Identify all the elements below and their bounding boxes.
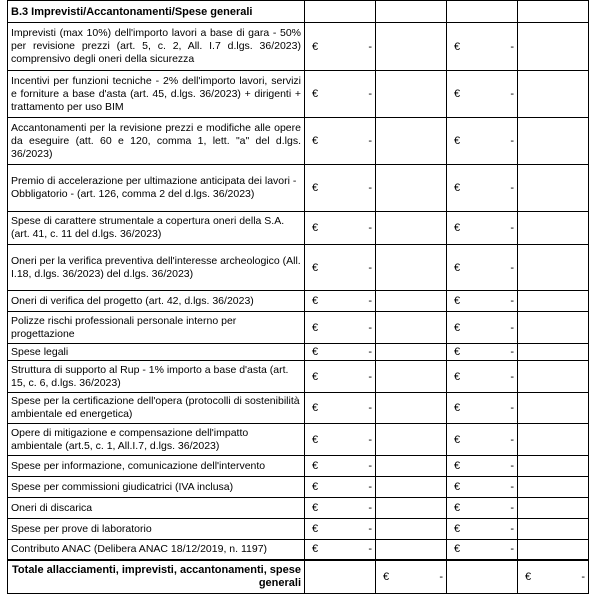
amount-value: -: [439, 570, 443, 583]
amount-cell: [305, 312, 376, 344]
amount-value: -: [368, 261, 372, 274]
empty-cell: [518, 393, 589, 424]
amount-value: -: [368, 222, 372, 234]
empty-cell: [518, 519, 589, 540]
amount-value: -: [368, 346, 372, 358]
amount-value: -: [368, 40, 372, 53]
amount-cell: [447, 361, 518, 393]
euro-sign: €: [312, 481, 319, 493]
amount-value: -: [510, 502, 514, 514]
table-row: [8, 165, 589, 212]
amount-cell: [447, 245, 518, 291]
amount-cell: [447, 71, 518, 118]
empty-cell: [447, 560, 518, 594]
empty-cell: [376, 71, 447, 118]
euro-sign: €: [312, 40, 319, 53]
amount-cell: [305, 498, 376, 519]
amount-value: -: [368, 433, 372, 446]
empty-cell: [518, 1, 589, 23]
amount-cell: [305, 291, 376, 312]
euro-sign: €: [312, 502, 319, 514]
empty-cell: [376, 519, 447, 540]
row-label: Struttura di supporto al Rup - 1% importo a base d'asta (art. 15, c. 6, d.lgs. 36/2023): [8, 361, 305, 393]
euro-sign: €: [454, 543, 461, 556]
amount-value: -: [510, 135, 514, 147]
table-row: [8, 344, 589, 361]
euro-sign: €: [312, 460, 319, 472]
total-label: Totale allacciamenti, imprevisti, accantonamenti, spese generali: [8, 560, 305, 594]
euro-sign: €: [454, 295, 461, 307]
empty-cell: [376, 344, 447, 361]
table-row: [8, 312, 589, 344]
amount-value: -: [510, 460, 514, 472]
euro-sign: €: [312, 346, 319, 358]
table-row: [8, 212, 589, 245]
section-title: B.3 Imprevisti/Accantonamenti/Spese generali: [8, 1, 305, 23]
euro-sign: €: [312, 222, 319, 234]
amount-cell: [447, 165, 518, 212]
amount-cell: [447, 212, 518, 245]
amount-value: -: [368, 523, 372, 535]
euro-sign: €: [454, 481, 461, 493]
empty-cell: [518, 344, 589, 361]
euro-sign: €: [454, 135, 461, 147]
row-label: Spese per prove di laboratorio: [8, 519, 305, 540]
row-label: Polizze rischi professionali personale interno per progettazione: [8, 312, 305, 344]
amount-value: -: [510, 261, 514, 274]
amount-value: -: [368, 135, 372, 147]
euro-sign: €: [312, 523, 319, 535]
amount-value: -: [510, 182, 514, 194]
empty-cell: [518, 312, 589, 344]
empty-cell: [518, 212, 589, 245]
amount-value: -: [368, 460, 372, 472]
amount-value: -: [510, 481, 514, 493]
table-row: [8, 456, 589, 477]
amount-value: -: [510, 295, 514, 307]
table-row: [8, 291, 589, 312]
amount-cell: [305, 456, 376, 477]
empty-cell: [376, 498, 447, 519]
amount-cell: [447, 424, 518, 456]
amount-cell: [305, 477, 376, 498]
table-row: [8, 118, 589, 165]
empty-cell: [376, 456, 447, 477]
amount-value: -: [368, 402, 372, 414]
row-label: Spese per la certificazione dell'opera (protocolli di sostenibilità ambientale ed energetica): [8, 393, 305, 424]
euro-sign: €: [454, 40, 461, 53]
amount-value: -: [368, 321, 372, 334]
amount-value: -: [510, 40, 514, 53]
amount-cell: [447, 498, 518, 519]
empty-cell: [518, 118, 589, 165]
amount-value: -: [368, 481, 372, 493]
amount-cell: [447, 540, 518, 560]
amount-cell: [305, 540, 376, 560]
table-row: [8, 245, 589, 291]
table-row: [8, 393, 589, 424]
empty-cell: [447, 1, 518, 23]
euro-sign: €: [312, 135, 319, 147]
euro-sign: €: [312, 543, 319, 556]
amount-value: -: [510, 543, 514, 556]
empty-cell: [518, 540, 589, 560]
empty-cell: [376, 118, 447, 165]
row-label: Spese di carattere strumentale a copertura oneri della S.A.(art. 41, c. 11 del d.lgs. 36/2023): [8, 212, 305, 245]
amount-cell: [305, 212, 376, 245]
amount-cell: [447, 477, 518, 498]
row-label: Opere di mitigazione e compensazione dell'impatto ambientale (art.5, c. 1, All.I.7, d.lgs. 36/2023): [8, 424, 305, 456]
amount-value: -: [510, 88, 514, 100]
empty-cell: [518, 456, 589, 477]
empty-cell: [376, 393, 447, 424]
empty-cell: [518, 424, 589, 456]
euro-sign: €: [312, 88, 319, 100]
euro-sign: €: [454, 502, 461, 514]
amount-value: -: [368, 182, 372, 194]
empty-cell: [376, 312, 447, 344]
total-amount-cell: [518, 560, 589, 594]
empty-cell: [518, 165, 589, 212]
amount-value: -: [510, 523, 514, 535]
amount-cell: [305, 23, 376, 71]
amount-cell: [305, 344, 376, 361]
total-amount-cell: [376, 560, 447, 594]
amount-cell: [305, 165, 376, 212]
row-label: Accantonamenti per la revisione prezzi e modifiche alle opere da eseguire (att. 60 e 120, comma 1, lett. "a" del d.lgs. 36/2023): [8, 118, 305, 165]
amount-cell: [447, 118, 518, 165]
euro-sign: €: [454, 460, 461, 472]
amount-cell: [305, 71, 376, 118]
amount-cell: [447, 312, 518, 344]
amount-value: -: [510, 321, 514, 334]
amount-value: -: [510, 370, 514, 383]
empty-cell: [518, 361, 589, 393]
euro-sign: €: [454, 346, 461, 358]
euro-sign: €: [454, 182, 461, 194]
euro-sign: €: [454, 523, 461, 535]
amount-cell: [447, 291, 518, 312]
euro-sign: €: [312, 321, 319, 334]
table-row: [8, 424, 589, 456]
euro-sign: €: [454, 222, 461, 234]
amount-cell: [447, 519, 518, 540]
euro-sign: €: [454, 370, 461, 383]
empty-cell: [376, 361, 447, 393]
amount-value: -: [510, 433, 514, 446]
table-row: [8, 519, 589, 540]
row-label: Spese legali: [8, 344, 305, 361]
row-label: Oneri per la verifica preventiva dell'interesse archeologico (All. I.18, d.lgs. 36/2023) del d.lgs. 36/2023): [8, 245, 305, 291]
row-label: Oneri di verifica del progetto (art. 42, d.lgs. 36/2023): [8, 291, 305, 312]
euro-sign: €: [454, 321, 461, 334]
amount-value: -: [581, 570, 585, 583]
amount-value: -: [368, 295, 372, 307]
row-label: Imprevisti (max 10%) dell'importo lavori a base di gara - 50% per revisione prezzi (art. 5, c. 2, All. I.7 d.lgs. 36/2023) comprensivo degli oneri della sicurezza: [8, 23, 305, 71]
empty-cell: [518, 23, 589, 71]
amount-value: -: [368, 502, 372, 514]
amount-value: -: [368, 88, 372, 100]
euro-sign: €: [454, 261, 461, 274]
amount-cell: [447, 23, 518, 71]
euro-sign: €: [525, 570, 532, 583]
cost-table: [7, 0, 589, 594]
amount-value: -: [368, 370, 372, 383]
amount-value: -: [510, 222, 514, 234]
empty-cell: [376, 291, 447, 312]
euro-sign: €: [454, 88, 461, 100]
table-row: [8, 498, 589, 519]
empty-cell: [376, 165, 447, 212]
empty-cell: [518, 477, 589, 498]
total-row: [8, 560, 589, 594]
empty-cell: [518, 498, 589, 519]
amount-cell: [447, 456, 518, 477]
euro-sign: €: [312, 182, 319, 194]
amount-cell: [305, 245, 376, 291]
amount-cell: [305, 361, 376, 393]
amount-cell: [447, 344, 518, 361]
empty-cell: [376, 424, 447, 456]
euro-sign: €: [312, 295, 319, 307]
table-row: [8, 23, 589, 71]
empty-cell: [518, 245, 589, 291]
euro-sign: €: [312, 402, 319, 414]
empty-cell: [376, 245, 447, 291]
amount-value: -: [510, 402, 514, 414]
table-row: [8, 361, 589, 393]
euro-sign: €: [454, 402, 461, 414]
empty-cell: [518, 291, 589, 312]
amount-value: -: [368, 543, 372, 556]
euro-sign: €: [383, 570, 390, 583]
euro-sign: €: [312, 370, 319, 383]
amount-cell: [305, 118, 376, 165]
row-label: Oneri di discarica: [8, 498, 305, 519]
empty-cell: [376, 212, 447, 245]
row-label: Incentivi per funzioni tecniche - 2% dell'importo lavori, servizi e forniture a base d'asta (art. 45, d.lgs. 36/2023) + dirigenti + trattamento per uso BIM: [8, 71, 305, 118]
empty-cell: [376, 23, 447, 71]
euro-sign: €: [454, 433, 461, 446]
table-row: [8, 71, 589, 118]
amount-cell: [305, 424, 376, 456]
section-header-row: [8, 1, 589, 23]
empty-cell: [518, 71, 589, 118]
empty-cell: [376, 1, 447, 23]
row-label: Contributo ANAC (Delibera ANAC 18/12/2019, n. 1197): [8, 540, 305, 560]
amount-cell: [447, 393, 518, 424]
empty-cell: [376, 477, 447, 498]
empty-cell: [376, 540, 447, 560]
empty-cell: [305, 1, 376, 23]
amount-value: -: [510, 346, 514, 358]
row-label: Premio di accelerazione per ultimazione anticipata dei lavori - Obbligatorio - (art. 126, comma 2 del d.lgs. 36/2023): [8, 165, 305, 212]
euro-sign: €: [312, 433, 319, 446]
table-row: [8, 477, 589, 498]
empty-cell: [305, 560, 376, 594]
row-label: Spese per commissioni giudicatrici (IVA inclusa): [8, 477, 305, 498]
amount-cell: [305, 393, 376, 424]
euro-sign: €: [312, 261, 319, 274]
amount-cell: [305, 519, 376, 540]
row-label: Spese per informazione, comunicazione dell'intervento: [8, 456, 305, 477]
table-row: [8, 540, 589, 560]
